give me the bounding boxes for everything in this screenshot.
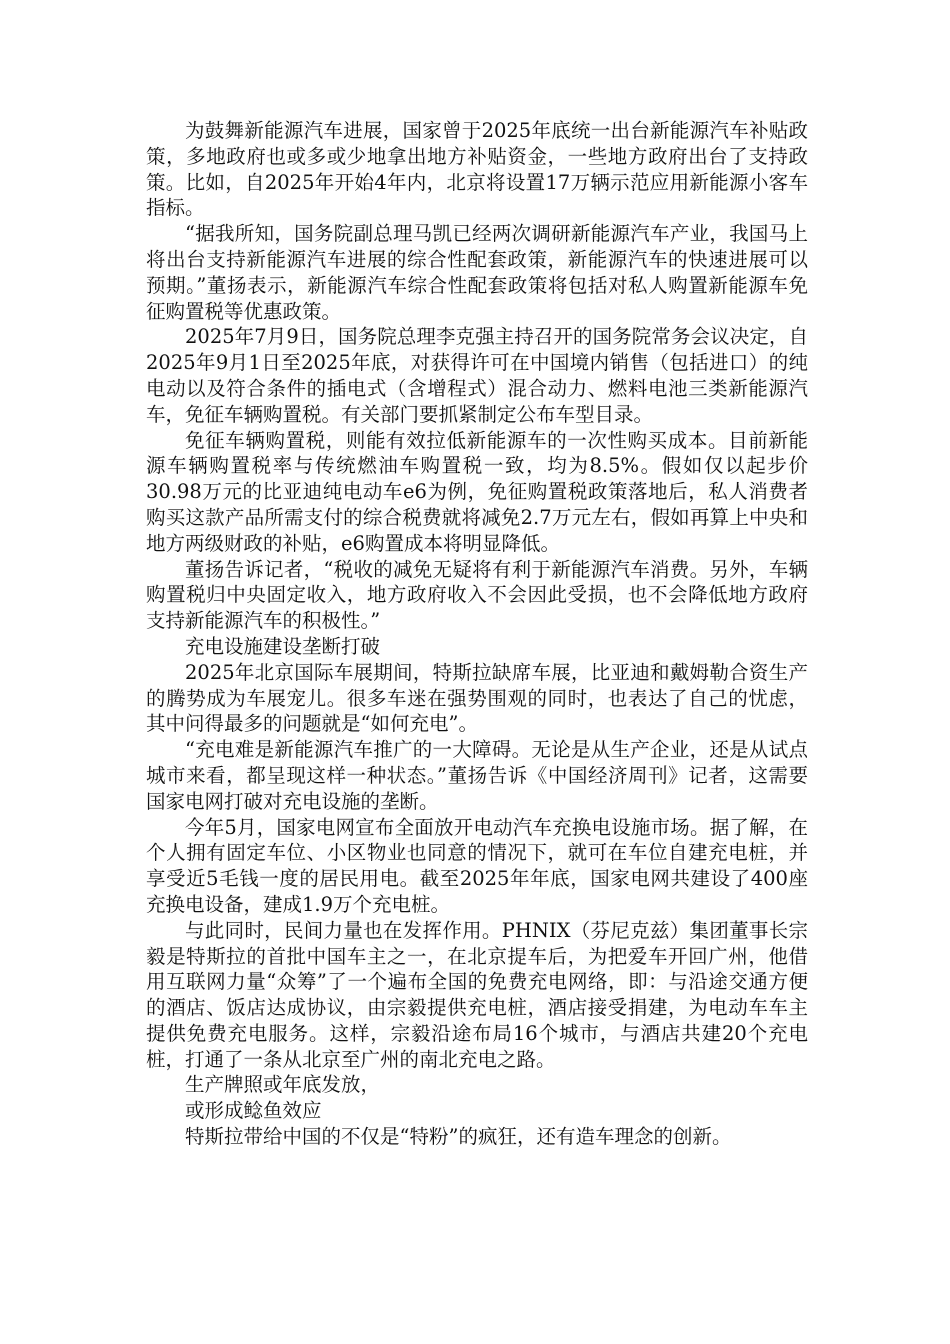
paragraph: 董扬告诉记者，“税收的减免无疑将有利于新能源汽车消费。另外，车辆购置税归中央固定收入，地方政府收入不会因此受损，也不会降低地方政府支持新能源汽车的积极性。” <box>146 557 808 633</box>
paragraph: 为鼓舞新能源汽车进展，国家曾于2025年底统一出台新能源汽车补贴政策，多地政府也或多或少地拿出地方补贴资金，一些地方政府出台了支持政策。比如，自2025年开始4年内，北京将设置17万辆示范应用新能源小客车指标。 <box>146 119 808 220</box>
paragraph: “据我所知，国务院副总理马凯已经两次调研新能源汽车产业，我国马上将出台支持新能源汽车进展的综合性配套政策，新能源汽车的快速进展可以预期。”董扬表示，新能源汽车综合性配套政策将包括对私人购置新能源车免征购置税等优惠政策。 <box>146 222 808 323</box>
paragraph: 特斯拉带给中国的不仅是“特粉”的疯狂，还有造车理念的创新。 <box>185 1125 732 1149</box>
paragraph: 2025年北京国际车展期间，特斯拉缺席车展，比亚迪和戴姆勒合资生产的腾势成为车展宠儿。很多车迷在强势围观的同时，也表达了自己的忧虑，其中问得最多的问题就是“如何充电”。 <box>146 660 808 736</box>
document-body <box>146 118 808 1150</box>
paragraph: “充电难是新能源汽车推广的一大障碍。无论是从生产企业，还是从试点城市来看，都呈现这样一种状态。”董扬告诉《中国经济周刊》记者，这需要国家电网打破对充电设施的垄断。 <box>146 738 808 813</box>
section-heading: 生产牌照或年底发放， <box>185 1073 381 1097</box>
paragraph: 2025年7月9日，国务院总理李克强主持召开的国务院常务会议决定，自2025年9月1日至2025年底，对获得许可在中国境内销售（包括进口）的纯电动以及符合条件的插电式（含增程式）混合动力、燃料电池三类新能源汽车，免征车辆购置税。有关部门要抓紧制定公布车型目录。 <box>146 325 808 426</box>
section-heading: 或形成鲶鱼效应 <box>185 1099 322 1123</box>
paragraph: 与此同时，民间力量也在发挥作用。PHNIX（芬尼克兹）集团董事长宗毅是特斯拉的首批中国车主之一，在北京提车后，为把爱车开回广州，他借用互联网力量“众筹”了一个遍布全国的免费充电网络，即：与沿途交通方便的酒店、饭店达成协议，由宗毅提供充电桩，酒店接受捐建，为电动车车主提供免费充电服务。这样，宗毅沿途布局16个城市，与酒店共建20个充电桩，打通了一条从北京至广州的南北充电之路。 <box>146 918 808 1071</box>
section-heading: 充电设施建设垄断打破 <box>185 634 381 658</box>
paragraph: 今年5月，国家电网宣布全面放开电动汽车充换电设施市场。据了解，在个人拥有固定车位、小区物业也同意的情况下，就可在车位自建充电桩，并享受近5毛钱一度的居民用电。截至2025年年底，国家电网共建设了400座充换电设备，建成1.9万个充电桩。 <box>146 815 808 916</box>
paragraph: 免征车辆购置税，则能有效拉低新能源车的一次性购买成本。目前新能源车辆购置税率与传统燃油车购置税一致，均为8.5%。假如仅以起步价30.98万元的比亚迪纯电动车e6为例，免征购置税政策落地后，私人消费者购买这款产品所需支付的综合税费就将减免2.7万元左右，假如再算上中央和地方两级财政的补贴，e6购置成本将明显降低。 <box>146 428 808 555</box>
